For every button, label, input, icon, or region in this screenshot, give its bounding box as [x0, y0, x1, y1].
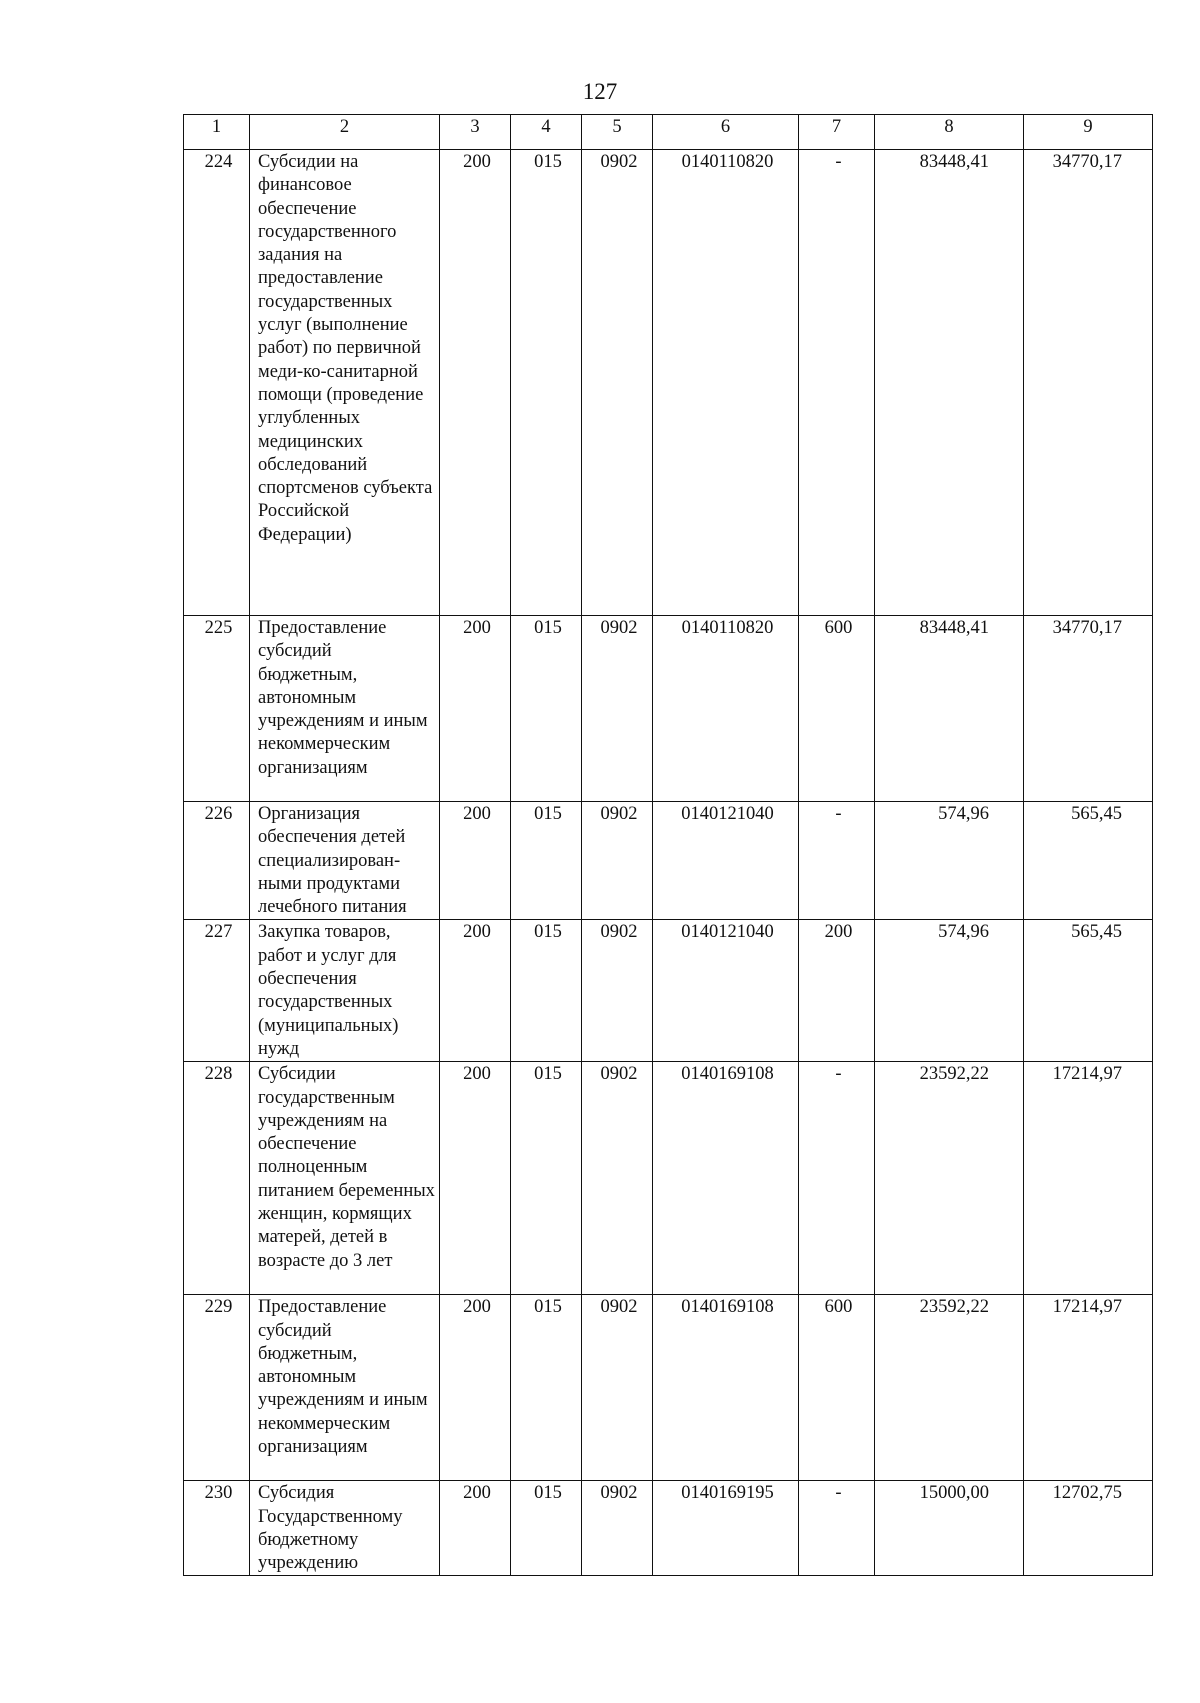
amount-cell: 17214,97: [1024, 1062, 1153, 1295]
row-name-cell: Организация обеспечения детей специализирован-ными продуктами лечебного питания: [250, 802, 440, 920]
column-header: 9: [1024, 115, 1153, 150]
table-row: [184, 1062, 1153, 1295]
column-header: 7: [799, 115, 875, 150]
code-cell: -: [799, 1062, 875, 1295]
budget-table: [183, 114, 1153, 1576]
column-header: 4: [511, 115, 582, 150]
row-number-cell: 227: [184, 920, 250, 1062]
code-cell: 0902: [582, 1295, 653, 1481]
code-cell: 0140169195: [653, 1481, 799, 1576]
code-cell: 0140121040: [653, 802, 799, 920]
code-cell: 015: [511, 616, 582, 802]
row-name-cell: Субсидия Государственному бюджетному учреждению: [250, 1481, 440, 1576]
page-number: 127: [582, 79, 618, 104]
code-cell: 200: [440, 616, 511, 802]
table-row: [184, 616, 1153, 802]
code-cell: -: [799, 150, 875, 616]
table-row: [184, 1481, 1153, 1576]
column-header: 1: [184, 115, 250, 150]
amount-cell: 83448,41: [875, 616, 1024, 802]
column-header: 8: [875, 115, 1024, 150]
row-number-cell: 226: [184, 802, 250, 920]
code-cell: 200: [440, 1062, 511, 1295]
code-cell: 200: [799, 920, 875, 1062]
row-number-cell: 225: [184, 616, 250, 802]
amount-cell: 574,96: [875, 802, 1024, 920]
amount-cell: 565,45: [1024, 802, 1153, 920]
code-cell: 0140121040: [653, 920, 799, 1062]
code-cell: 200: [440, 1481, 511, 1576]
row-name-cell: Предоставление субсидий бюджетным, автономным учреждениям и иным некоммерческим организациям: [250, 616, 440, 802]
code-cell: 015: [511, 802, 582, 920]
code-cell: 200: [440, 920, 511, 1062]
table-row: [184, 1295, 1153, 1481]
table-row: [184, 150, 1153, 616]
amount-cell: 34770,17: [1024, 150, 1153, 616]
amount-cell: 23592,22: [875, 1062, 1024, 1295]
table-body: [184, 150, 1153, 1576]
code-cell: 600: [799, 616, 875, 802]
table-row: [184, 802, 1153, 920]
code-cell: 0140169108: [653, 1062, 799, 1295]
amount-cell: 83448,41: [875, 150, 1024, 616]
column-header: 2: [250, 115, 440, 150]
row-name-cell: Предоставление субсидий бюджетным, автономным учреждениям и иным некоммерческим организациям: [250, 1295, 440, 1481]
amount-cell: 574,96: [875, 920, 1024, 1062]
code-cell: 200: [440, 802, 511, 920]
amount-cell: 23592,22: [875, 1295, 1024, 1481]
code-cell: -: [799, 802, 875, 920]
row-number-cell: 224: [184, 150, 250, 616]
table-header-row: [184, 115, 1153, 150]
amount-cell: 565,45: [1024, 920, 1153, 1062]
amount-cell: 15000,00: [875, 1481, 1024, 1576]
code-cell: 0902: [582, 802, 653, 920]
row-name-cell: Закупка товаров, работ и услуг для обеспечения государственных (муниципальных) нужд: [250, 920, 440, 1062]
code-cell: 0902: [582, 1481, 653, 1576]
code-cell: 015: [511, 150, 582, 616]
row-number-cell: 229: [184, 1295, 250, 1481]
code-cell: 200: [440, 1295, 511, 1481]
code-cell: 0902: [582, 1062, 653, 1295]
code-cell: 0902: [582, 150, 653, 616]
amount-cell: 34770,17: [1024, 616, 1153, 802]
code-cell: 0902: [582, 920, 653, 1062]
column-header: 5: [582, 115, 653, 150]
code-cell: -: [799, 1481, 875, 1576]
row-name-cell: Субсидии государственным учреждениям на обеспечение полноценным питанием беременных женщин, кормящих матерей, детей в возрасте до 3 лет: [250, 1062, 440, 1295]
code-cell: 015: [511, 1062, 582, 1295]
row-number-cell: 228: [184, 1062, 250, 1295]
column-header: 6: [653, 115, 799, 150]
code-cell: 200: [440, 150, 511, 616]
row-number-cell: 230: [184, 1481, 250, 1576]
column-header: 3: [440, 115, 511, 150]
row-name-cell: Субсидии на финансовое обеспечение государственного задания на предоставление государственных услуг (выполнение работ) по первичной меди-ко-санитарной помощи (проведение углубленных медицинских обследований спортсменов субъекта Российской Федерации): [250, 150, 440, 616]
amount-cell: 17214,97: [1024, 1295, 1153, 1481]
table-row: [184, 920, 1153, 1062]
code-cell: 0140169108: [653, 1295, 799, 1481]
code-cell: 0140110820: [653, 616, 799, 802]
code-cell: 0140110820: [653, 150, 799, 616]
code-cell: 0902: [582, 616, 653, 802]
code-cell: 600: [799, 1295, 875, 1481]
code-cell: 015: [511, 1481, 582, 1576]
amount-cell: 12702,75: [1024, 1481, 1153, 1576]
code-cell: 015: [511, 920, 582, 1062]
code-cell: 015: [511, 1295, 582, 1481]
